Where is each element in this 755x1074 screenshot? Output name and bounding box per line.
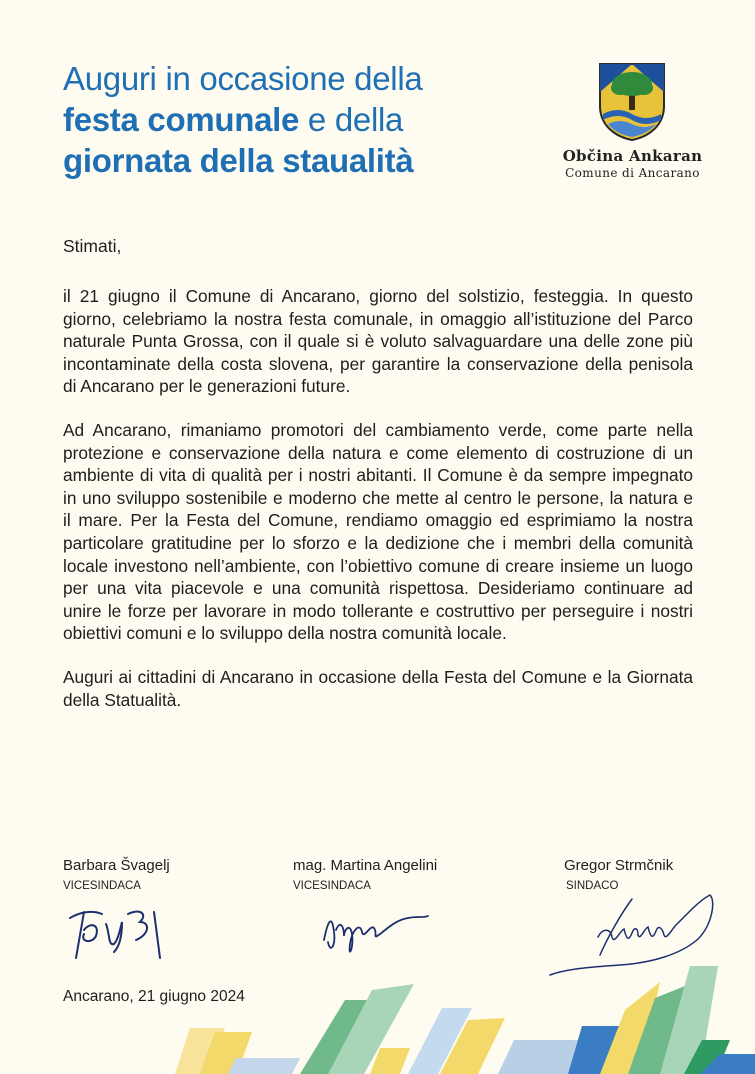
signatory-1-name: Barbara Švagelj: [63, 857, 170, 874]
salutation: Stimati,: [63, 236, 122, 256]
signature-1-image: [62, 900, 177, 970]
municipality-name-italian: Comune di Ancarano: [565, 166, 700, 180]
signatory-3-name: Gregor Strmčnik: [564, 857, 674, 874]
bar-14: [684, 1040, 730, 1074]
bar-13: [660, 966, 718, 1074]
signatory-2-name: mag. Martina Angelini: [293, 857, 438, 874]
paragraph-1: il 21 giugno il Comune di Ancarano, giorno del solstizio, festeggia. In questo giorno, celebriamo la nostra festa comunale, in omaggio all’istituzione del Parco naturale Punta Grossa, con il quale si è voluto salvaguardare una delle zone più incontaminate della costa slovena, per garantire la conservazione della penisola di Ancarano per le generazioni future.: [63, 286, 693, 397]
signature-3-image: [540, 885, 725, 980]
bar-5: [328, 984, 414, 1074]
bar-9: [498, 1040, 585, 1074]
municipality-name-slovene: Občina Ankaran: [562, 147, 703, 165]
paragraph-3: Auguri ai cittadini di Ancarano in occasione della Festa del Comune e la Giornata della Statualità.: [63, 666, 693, 710]
title-emphasis-1: festa comunale: [63, 101, 300, 138]
bar-8: [440, 1018, 505, 1074]
bar-10: [568, 1026, 640, 1074]
municipality-crest-icon: [598, 62, 666, 142]
title-line-2: [63, 99, 543, 140]
bar-6: [370, 1048, 410, 1074]
bar-3: [228, 1058, 300, 1074]
page-title: [63, 58, 543, 181]
bar-11: [600, 982, 660, 1074]
paragraph-2: Ad Ancarano, rimaniamo promotori del cambiamento verde, come parte nella protezione e conservazione della natura e come elemento di costruzione di un ambiente di vita di qualità per i nostri abitanti. Il Comune è da sempre impegnato in uno sviluppo sostenibile e moderno che mette al centro le persone, la natura e il mare. Per la Festa del Comune, rendiamo omaggio ed esprimiamo la nostra particolare gratitudine per lo sforzo e la dedizione che i membri della comunità locale investono nell’ambiente, con l’obiettivo comune di creare insieme un luogo per una vita piacevole e una comunità rispettosa. Desideriamo continuare ad unire le forze per lavorare in modo tollerante e costruttivo per perseguire i nostri obiettivi comuni e lo sviluppo della nostra comunità locale.: [63, 419, 693, 644]
letter-date: Ancarano, 21 giugno 2024: [63, 988, 245, 1005]
signatory-3-role: SINDACO: [566, 880, 619, 892]
bar-2: [200, 1032, 252, 1074]
signatory-2-role: VICESINDACA: [293, 880, 371, 892]
bar-7: [408, 1008, 472, 1074]
bar-1: [175, 1028, 225, 1074]
title-line-1: Auguri in occasione della: [63, 60, 423, 97]
signature-2-image: [318, 900, 438, 970]
title-line-3: [63, 140, 543, 181]
title-emphasis-2: giornata della staualità: [63, 142, 414, 179]
bar-4: [300, 1000, 378, 1074]
letter-body: [63, 285, 693, 732]
bar-12: [628, 986, 685, 1074]
signatory-1-role: VICESINDACA: [63, 880, 141, 892]
bar-15: [700, 1054, 755, 1074]
title-line-2-rest: e della: [299, 101, 404, 138]
